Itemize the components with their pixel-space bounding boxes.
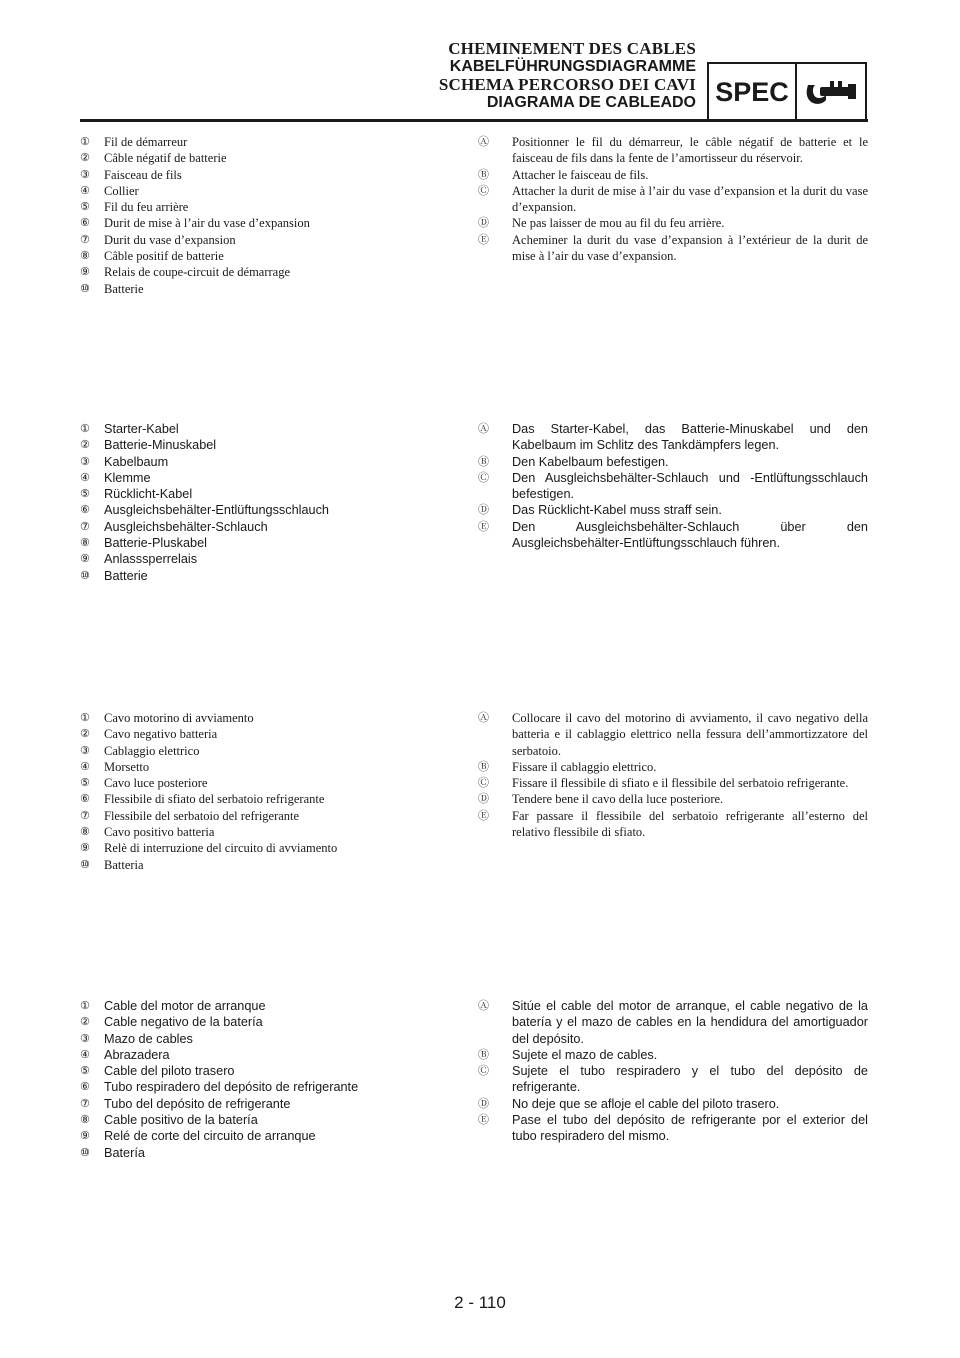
part-label: Cable del motor de arranque: [104, 999, 266, 1013]
instruction-item: [478, 1063, 868, 1096]
part-item: [80, 1079, 450, 1095]
instruction-letter: Ⓒ: [478, 776, 489, 790]
part-item: [80, 183, 450, 199]
instruction-item: [478, 167, 868, 183]
part-item: [80, 1031, 450, 1047]
instruction-text: Das Rücklicht-Kabel muss straff sein.: [512, 503, 722, 518]
part-number: ⑨: [80, 552, 90, 566]
instruction-item: [478, 1047, 868, 1063]
part-label: Tubo respiradero del depósito de refrigerante: [104, 1080, 359, 1095]
part-number: ③: [80, 743, 90, 757]
instruction-item: [478, 134, 868, 167]
instruction-letter: Ⓐ: [478, 422, 489, 435]
part-label: Batterie: [104, 281, 144, 296]
part-number: ⑨: [80, 841, 90, 855]
instruction-item: [478, 470, 868, 503]
part-number: ⑥: [80, 1080, 90, 1094]
part-number: ②: [80, 727, 90, 741]
part-item: [80, 454, 450, 470]
instruction-text: Fissare il cablaggio elettrico.: [512, 759, 657, 774]
instruction-text: Fissare il flessibile di sfiato e il flessibile del serbatoio refrigerante.: [512, 776, 849, 791]
instruction-text: Den Ausgleichsbehälter-Schlauch über den Ausgleichsbehälter-Entlüftungsschlauch führen.: [512, 519, 868, 551]
part-label: Fil du feu arrière: [104, 200, 189, 215]
part-item: [80, 421, 450, 437]
part-item: [80, 998, 450, 1014]
instruction-text: Collocare il cavo del motorino di avviamento, il cavo negativo della batteria e il cablaggio elettrico nella fessura dell’ammortizzatore del serbatoio.: [512, 711, 868, 758]
instruction-letter: Ⓐ: [478, 999, 489, 1012]
part-number: ⑧: [80, 1113, 90, 1127]
part-label: Morsetto: [104, 759, 150, 774]
instruction-letter: Ⓐ: [478, 711, 489, 724]
part-number: ⑩: [80, 857, 90, 871]
instruction-item: [478, 808, 868, 841]
part-label: Flessibile di sfiato del serbatoio refrigerante: [104, 792, 325, 807]
instruction-item: [478, 183, 868, 216]
title-french: CHEMINEMENT DES CABLES: [448, 39, 696, 58]
part-item: [80, 248, 450, 264]
part-number: ③: [80, 1031, 90, 1045]
instruction-letter: Ⓓ: [478, 216, 489, 230]
part-number: ①: [80, 711, 90, 724]
instruction-text: Tendere bene il cavo della luce posteriore.: [512, 792, 724, 807]
instruction-text: Ne pas laisser de mou au fil du feu arrière.: [512, 216, 725, 231]
instruction-text: Das Starter-Kabel, das Batterie-Minuskabel und den Kabelbaum im Schlitz des Tankdämpfers legen.: [512, 422, 868, 453]
part-item: [80, 857, 450, 873]
part-label: Mazo de cables: [104, 1031, 193, 1046]
part-label: Cable del piloto trasero: [104, 1064, 235, 1079]
instruction-letter: Ⓔ: [478, 1113, 489, 1127]
part-number: ③: [80, 454, 90, 468]
part-number: ④: [80, 1047, 90, 1061]
part-label: Cavo luce posteriore: [104, 776, 208, 791]
part-number: ⑤: [80, 200, 90, 214]
part-item: [80, 824, 450, 840]
spec-label: SPEC: [709, 64, 797, 120]
part-number: ⑥: [80, 792, 90, 806]
instruction-item: [478, 421, 868, 454]
instructions-list: [478, 134, 868, 264]
instruction-letter: Ⓒ: [478, 470, 489, 484]
part-number: ②: [80, 151, 90, 165]
part-label: Durit de mise à l’air du vase d’expansion: [104, 216, 310, 231]
part-label: Câble négatif de batterie: [104, 151, 227, 166]
title-spanish: DIAGRAMA DE CABLEADO: [486, 94, 696, 111]
part-item: [80, 759, 450, 775]
instruction-text: Den Ausgleichsbehälter-Schlauch und -Entlüftungsschlauch befestigen.: [512, 470, 868, 502]
part-item: [80, 1014, 450, 1030]
instruction-item: [478, 1096, 868, 1112]
instruction-letter: Ⓓ: [478, 1096, 489, 1110]
part-number: ④: [80, 183, 90, 197]
part-item: [80, 808, 450, 824]
part-label: Tubo del depósito de refrigerante: [104, 1096, 291, 1111]
part-item: [80, 568, 450, 584]
part-number: ④: [80, 759, 90, 773]
part-number: ⑧: [80, 249, 90, 263]
instruction-letter: Ⓑ: [478, 1047, 489, 1061]
instruction-letter: Ⓐ: [478, 135, 489, 148]
instructions-list: [478, 421, 868, 551]
instruction-text: Sujete el mazo de cables.: [512, 1047, 658, 1062]
part-number: ②: [80, 438, 90, 452]
instruction-letter: Ⓒ: [478, 1064, 489, 1078]
part-label: Abrazadera: [104, 1047, 170, 1062]
instruction-item: [478, 710, 868, 759]
instruction-text: Far passare il flessibile del serbatoio refrigerante all’esterno del relativo flessibile di sfiato.: [512, 808, 868, 840]
part-item: [80, 134, 450, 150]
instruction-item: [478, 759, 868, 775]
instruction-item: [478, 791, 868, 807]
instruction-text: Den Kabelbaum befestigen.: [512, 454, 669, 469]
part-item: [80, 791, 450, 807]
instruction-item: [478, 232, 868, 265]
part-item: [80, 167, 450, 183]
title-german: KABELFÜHRUNGSDIAGRAMME: [449, 58, 696, 75]
part-number: ⑨: [80, 1129, 90, 1143]
part-item: [80, 840, 450, 856]
instruction-letter: Ⓑ: [478, 167, 489, 181]
part-label: Durit du vase d’expansion: [104, 232, 236, 247]
instruction-text: Sitúe el cable del motor de arranque, el cable negativo de la batería y el mazo de cables en la hendidura del amortiguador del depósito.: [512, 999, 868, 1046]
part-item: [80, 1112, 450, 1128]
part-number: ⑩: [80, 281, 90, 295]
part-item: [80, 215, 450, 231]
parts-list: [80, 421, 450, 584]
part-number: ⑦: [80, 808, 90, 822]
part-label: Batterie-Minuskabel: [104, 438, 217, 453]
page-header: [80, 40, 868, 124]
instructions-list: [478, 998, 868, 1145]
part-label: Relais de coupe-circuit de démarrage: [104, 265, 291, 280]
instruction-letter: Ⓔ: [478, 232, 489, 246]
tool-icon: [797, 64, 865, 120]
part-label: Flessibile del serbatoio del refrigerante: [104, 808, 300, 823]
instruction-item: [478, 1112, 868, 1145]
instructions-list: [478, 710, 868, 840]
instruction-item: [478, 998, 868, 1047]
part-number: ①: [80, 422, 90, 435]
instruction-letter: Ⓑ: [478, 454, 489, 468]
instruction-letter: Ⓓ: [478, 792, 489, 806]
part-item: [80, 1145, 450, 1161]
part-label: Batterie-Pluskabel: [104, 536, 207, 551]
part-label: Câble positif de batterie: [104, 249, 224, 264]
part-number: ⑦: [80, 519, 90, 533]
part-item: [80, 502, 450, 518]
part-label: Collier: [104, 183, 139, 198]
part-item: [80, 470, 450, 486]
part-number: ⑥: [80, 503, 90, 517]
page-number: 2 - 110: [454, 1293, 506, 1312]
part-label: Rücklicht-Kabel: [104, 487, 193, 502]
part-number: ⑨: [80, 265, 90, 279]
part-number: ⑥: [80, 216, 90, 230]
part-number: ②: [80, 1015, 90, 1029]
part-number: ①: [80, 135, 90, 148]
instruction-item: [478, 215, 868, 231]
title-italian: SCHEMA PERCORSO DEI CAVI: [438, 75, 696, 94]
instruction-text: No deje que se afloje el cable del piloto trasero.: [512, 1096, 780, 1111]
instruction-item: [478, 775, 868, 791]
part-label: Cable positivo de la batería: [104, 1113, 258, 1128]
part-label: Batteria: [104, 857, 144, 872]
part-item: [80, 437, 450, 453]
part-item: [80, 519, 450, 535]
instruction-letter: Ⓒ: [478, 183, 489, 197]
part-number: ⑩: [80, 568, 90, 582]
part-item: [80, 281, 450, 297]
part-item: [80, 743, 450, 759]
part-item: [80, 551, 450, 567]
instruction-text: Sujete el tubo respiradero y el tubo del depósito de refrigerante.: [512, 1064, 868, 1095]
part-item: [80, 232, 450, 248]
instruction-item: [478, 454, 868, 470]
instruction-letter: Ⓓ: [478, 503, 489, 517]
part-number: ⑤: [80, 776, 90, 790]
part-label: Batería: [104, 1145, 145, 1160]
part-item: [80, 710, 450, 726]
part-label: Faisceau de fils: [104, 167, 182, 182]
instruction-letter: Ⓔ: [478, 808, 489, 822]
part-number: ⑦: [80, 232, 90, 246]
part-item: [80, 1128, 450, 1144]
part-label: Cavo motorino di avviamento: [104, 711, 254, 725]
part-number: ⑩: [80, 1145, 90, 1159]
part-number: ⑧: [80, 825, 90, 839]
part-item: [80, 535, 450, 551]
part-label: Kabelbaum: [104, 454, 169, 469]
instruction-text: Pase el tubo del depósito de refrigerante por el exterior del tubo respiradero del mismo.: [512, 1113, 868, 1144]
part-item: [80, 150, 450, 166]
part-item: [80, 264, 450, 280]
instruction-item: [478, 519, 868, 552]
spec-badge: [707, 62, 867, 120]
parts-list: [80, 134, 450, 297]
part-number: ④: [80, 470, 90, 484]
parts-list: [80, 710, 450, 873]
part-label: Batterie: [104, 568, 148, 583]
header-rule: [80, 119, 868, 122]
parts-list: [80, 998, 450, 1161]
part-number: ①: [80, 999, 90, 1012]
instruction-text: Attacher la durit de mise à l’air du vase d’expansion et la durit du vase d’expansion.: [512, 183, 868, 215]
part-item: [80, 726, 450, 742]
instruction-text: Attacher le faisceau de fils.: [512, 167, 649, 182]
part-label: Relé de corte del circuito de arranque: [104, 1129, 316, 1144]
part-item: [80, 199, 450, 215]
part-item: [80, 1047, 450, 1063]
part-number: ⑤: [80, 487, 90, 501]
part-label: Cablaggio elettrico: [104, 743, 200, 758]
part-label: Relè di interruzione del circuito di avviamento: [104, 841, 338, 856]
part-number: ③: [80, 167, 90, 181]
header-titles: [439, 40, 696, 112]
part-label: Cavo positivo batteria: [104, 825, 215, 840]
part-item: [80, 1063, 450, 1079]
part-label: Fil de démarreur: [104, 135, 188, 149]
part-item: [80, 775, 450, 791]
part-label: Klemme: [104, 470, 151, 485]
part-number: ⑧: [80, 536, 90, 550]
instruction-letter: Ⓑ: [478, 759, 489, 773]
instruction-text: Positionner le fil du démarreur, le câble négatif de batterie et le faisceau de fils dans la fente de l’amortisseur du réservoir.: [512, 135, 868, 166]
part-number: ⑤: [80, 1064, 90, 1078]
instruction-letter: Ⓔ: [478, 519, 489, 533]
part-item: [80, 1096, 450, 1112]
part-number: ⑦: [80, 1096, 90, 1110]
instruction-text: Acheminer la durit du vase d’expansion à l’extérieur de la durit de mise à l’air du vase d’expansion.: [512, 232, 868, 264]
part-label: Cable negativo de la batería: [104, 1015, 263, 1030]
instruction-item: [478, 502, 868, 518]
part-label: Starter-Kabel: [104, 422, 179, 436]
part-item: [80, 486, 450, 502]
part-label: Ausgleichsbehälter-Entlüftungsschlauch: [104, 503, 329, 518]
part-label: Ausgleichsbehälter-Schlauch: [104, 519, 268, 534]
part-label: Anlasssperrelais: [104, 552, 198, 567]
part-label: Cavo negativo batteria: [104, 727, 218, 742]
